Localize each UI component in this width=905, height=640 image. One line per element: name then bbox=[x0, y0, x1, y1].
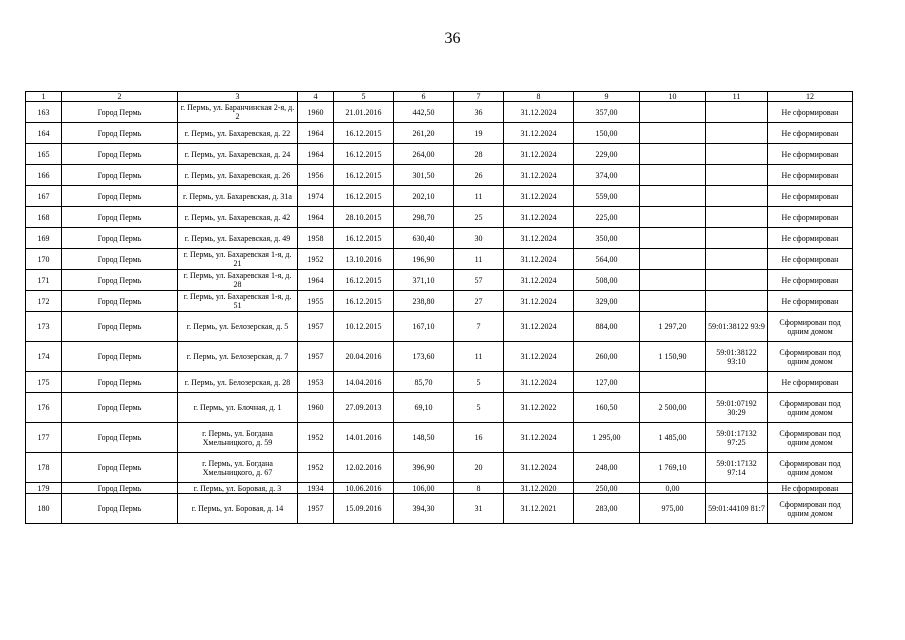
table-row bbox=[26, 123, 853, 144]
table-cell-col-12: Сформирован под одним домом bbox=[768, 393, 853, 423]
table-cell-col-7: 36 bbox=[454, 102, 504, 123]
table-cell-col-5: 12.02.2016 bbox=[334, 453, 394, 483]
table-cell-col-4: 1955 bbox=[298, 291, 334, 312]
table-cell-col-8: 31.12.2024 bbox=[504, 423, 574, 453]
table-cell-col-5: 16.12.2015 bbox=[334, 165, 394, 186]
table-cell-col-4: 1974 bbox=[298, 186, 334, 207]
table-cell-col-12: Не сформирован bbox=[768, 291, 853, 312]
table-cell-col-11: 59:01:44109 81:7 bbox=[706, 494, 768, 524]
table-cell-col-6: 202,10 bbox=[394, 186, 454, 207]
column-header-9: 9 bbox=[574, 92, 640, 102]
table-cell-col-1: 169 bbox=[26, 228, 62, 249]
table-cell-col-4: 1953 bbox=[298, 372, 334, 393]
table-cell-col-7: 5 bbox=[454, 372, 504, 393]
table-cell-col-1: 178 bbox=[26, 453, 62, 483]
table-cell-col-10 bbox=[640, 291, 706, 312]
table-row bbox=[26, 291, 853, 312]
table-cell-col-5: 28.10.2015 bbox=[334, 207, 394, 228]
table-cell-col-11: 59:01:07192 30:29 bbox=[706, 393, 768, 423]
table-cell-col-12: Сформирован под одним домом bbox=[768, 342, 853, 372]
table-cell-col-3: г. Пермь, ул. Бахаревская, д. 22 bbox=[178, 123, 298, 144]
table-row bbox=[26, 393, 853, 423]
table-cell-col-1: 171 bbox=[26, 270, 62, 291]
table-cell-col-4: 1960 bbox=[298, 102, 334, 123]
table-cell-col-12: Сформирован под одним домом bbox=[768, 453, 853, 483]
table-cell-col-4: 1952 bbox=[298, 453, 334, 483]
table-cell-col-11 bbox=[706, 228, 768, 249]
table-cell-col-7: 11 bbox=[454, 186, 504, 207]
table-cell-col-3: г. Пермь, ул. Бахаревская, д. 24 bbox=[178, 144, 298, 165]
table-cell-col-2: Город Пермь bbox=[62, 207, 178, 228]
table-cell-col-1: 170 bbox=[26, 249, 62, 270]
table-cell-col-5: 10.06.2016 bbox=[334, 483, 394, 494]
table-cell-col-2: Город Пермь bbox=[62, 249, 178, 270]
table-cell-col-11 bbox=[706, 372, 768, 393]
table-cell-col-9: 150,00 bbox=[574, 123, 640, 144]
table-cell-col-4: 1957 bbox=[298, 342, 334, 372]
table-cell-col-1: 174 bbox=[26, 342, 62, 372]
table-cell-col-9: 374,00 bbox=[574, 165, 640, 186]
table-cell-col-7: 8 bbox=[454, 483, 504, 494]
table-cell-col-10 bbox=[640, 186, 706, 207]
table-cell-col-3: г. Пермь, ул. Бахаревская 1-я, д. 51 bbox=[178, 291, 298, 312]
table-cell-col-1: 179 bbox=[26, 483, 62, 494]
table-cell-col-10: 1 769,10 bbox=[640, 453, 706, 483]
table-cell-col-3: г. Пермь, ул. Богдана Хмельницкого, д. 59 bbox=[178, 423, 298, 453]
table-cell-col-7: 31 bbox=[454, 494, 504, 524]
table-cell-col-4: 1952 bbox=[298, 249, 334, 270]
table-cell-col-7: 25 bbox=[454, 207, 504, 228]
table-cell-col-3: г. Пермь, ул. Боровая, д. 3 bbox=[178, 483, 298, 494]
table-cell-col-7: 27 bbox=[454, 291, 504, 312]
column-header-3: 3 bbox=[178, 92, 298, 102]
table-cell-col-7: 19 bbox=[454, 123, 504, 144]
table-cell-col-7: 20 bbox=[454, 453, 504, 483]
table-cell-col-9: 884,00 bbox=[574, 312, 640, 342]
table-cell-col-10 bbox=[640, 144, 706, 165]
table-cell-col-2: Город Пермь bbox=[62, 393, 178, 423]
table-cell-col-11 bbox=[706, 123, 768, 144]
table-cell-col-1: 163 bbox=[26, 102, 62, 123]
table-cell-col-4: 1957 bbox=[298, 312, 334, 342]
table-row bbox=[26, 102, 853, 123]
table-cell-col-6: 298,70 bbox=[394, 207, 454, 228]
table-cell-col-5: 16.12.2015 bbox=[334, 144, 394, 165]
table-cell-col-8: 31.12.2024 bbox=[504, 228, 574, 249]
table-cell-col-3: г. Пермь, ул. Бахаревская, д. 26 bbox=[178, 165, 298, 186]
table-cell-col-6: 264,00 bbox=[394, 144, 454, 165]
table-cell-col-1: 172 bbox=[26, 291, 62, 312]
column-header-4: 4 bbox=[298, 92, 334, 102]
table-cell-col-11 bbox=[706, 483, 768, 494]
table-cell-col-7: 5 bbox=[454, 393, 504, 423]
table-cell-col-11 bbox=[706, 207, 768, 228]
column-header-7: 7 bbox=[454, 92, 504, 102]
table-cell-col-12: Не сформирован bbox=[768, 165, 853, 186]
table-row bbox=[26, 249, 853, 270]
table-cell-col-6: 106,00 bbox=[394, 483, 454, 494]
table-cell-col-10 bbox=[640, 228, 706, 249]
table-cell-col-9: 260,00 bbox=[574, 342, 640, 372]
table-cell-col-9: 357,00 bbox=[574, 102, 640, 123]
table-cell-col-4: 1957 bbox=[298, 494, 334, 524]
registry-table bbox=[25, 91, 853, 524]
table-cell-col-5: 27.09.2013 bbox=[334, 393, 394, 423]
table-cell-col-10 bbox=[640, 372, 706, 393]
table-cell-col-1: 166 bbox=[26, 165, 62, 186]
table-cell-col-12: Сформирован под одним домом bbox=[768, 494, 853, 524]
table-cell-col-1: 168 bbox=[26, 207, 62, 228]
table-cell-col-8: 31.12.2024 bbox=[504, 372, 574, 393]
table-cell-col-11: 59:01:38122 93:9 bbox=[706, 312, 768, 342]
table-cell-col-8: 31.12.2024 bbox=[504, 102, 574, 123]
table-cell-col-7: 57 bbox=[454, 270, 504, 291]
table-cell-col-4: 1952 bbox=[298, 423, 334, 453]
table-cell-col-2: Город Пермь bbox=[62, 270, 178, 291]
table-row bbox=[26, 144, 853, 165]
table-cell-col-12: Не сформирован bbox=[768, 102, 853, 123]
table-row bbox=[26, 423, 853, 453]
table-cell-col-3: г. Пермь, ул. Боровая, д. 14 bbox=[178, 494, 298, 524]
table-cell-col-4: 1964 bbox=[298, 207, 334, 228]
table-cell-col-10 bbox=[640, 270, 706, 291]
table-cell-col-6: 69,10 bbox=[394, 393, 454, 423]
table-cell-col-3: г. Пермь, ул. Белозерская, д. 7 bbox=[178, 342, 298, 372]
table-cell-col-8: 31.12.2024 bbox=[504, 123, 574, 144]
table-cell-col-5: 20.04.2016 bbox=[334, 342, 394, 372]
table-row bbox=[26, 453, 853, 483]
table-cell-col-4: 1956 bbox=[298, 165, 334, 186]
table-cell-col-7: 30 bbox=[454, 228, 504, 249]
table-cell-col-4: 1960 bbox=[298, 393, 334, 423]
table-cell-col-3: г. Пермь, ул. Богдана Хмельницкого, д. 67 bbox=[178, 453, 298, 483]
table-cell-col-9: 508,00 bbox=[574, 270, 640, 291]
table-cell-col-3: г. Пермь, ул. Бахаревская, д. 31а bbox=[178, 186, 298, 207]
column-header-12: 12 bbox=[768, 92, 853, 102]
table-cell-col-10 bbox=[640, 207, 706, 228]
table-cell-col-8: 31.12.2024 bbox=[504, 453, 574, 483]
table-cell-col-8: 31.12.2024 bbox=[504, 207, 574, 228]
table-cell-col-12: Не сформирован bbox=[768, 270, 853, 291]
table-cell-col-5: 21.01.2016 bbox=[334, 102, 394, 123]
table-cell-col-2: Город Пермь bbox=[62, 312, 178, 342]
table-cell-col-12: Не сформирован bbox=[768, 483, 853, 494]
table-cell-col-8: 31.12.2024 bbox=[504, 342, 574, 372]
table-cell-col-4: 1964 bbox=[298, 270, 334, 291]
table-cell-col-1: 180 bbox=[26, 494, 62, 524]
table-cell-col-10 bbox=[640, 102, 706, 123]
table-row bbox=[26, 483, 853, 494]
table-cell-col-9: 160,50 bbox=[574, 393, 640, 423]
table-row bbox=[26, 270, 853, 291]
table-cell-col-10: 1 297,20 bbox=[640, 312, 706, 342]
table-row bbox=[26, 207, 853, 228]
table-cell-col-2: Город Пермь bbox=[62, 342, 178, 372]
table-cell-col-9: 225,00 bbox=[574, 207, 640, 228]
table-cell-col-2: Город Пермь bbox=[62, 228, 178, 249]
table-cell-col-3: г. Пермь, ул. Бахаревская, д. 42 bbox=[178, 207, 298, 228]
table-cell-col-11: 59:01:17132 97:25 bbox=[706, 423, 768, 453]
table-cell-col-12: Не сформирован bbox=[768, 144, 853, 165]
table-cell-col-10: 2 500,00 bbox=[640, 393, 706, 423]
table-cell-col-12: Сформирован под одним домом bbox=[768, 312, 853, 342]
table-cell-col-3: г. Пермь, ул. Блочная, д. 1 bbox=[178, 393, 298, 423]
table-cell-col-11 bbox=[706, 270, 768, 291]
table-cell-col-2: Город Пермь bbox=[62, 483, 178, 494]
table-cell-col-6: 261,20 bbox=[394, 123, 454, 144]
table-cell-col-7: 26 bbox=[454, 165, 504, 186]
table-row bbox=[26, 372, 853, 393]
table-cell-col-9: 248,00 bbox=[574, 453, 640, 483]
table-cell-col-3: г. Пермь, ул. Бахаревская 1-я, д. 21 bbox=[178, 249, 298, 270]
table-row bbox=[26, 342, 853, 372]
table-cell-col-5: 16.12.2015 bbox=[334, 291, 394, 312]
table-cell-col-5: 16.12.2015 bbox=[334, 270, 394, 291]
table-cell-col-2: Город Пермь bbox=[62, 186, 178, 207]
table-cell-col-5: 13.10.2016 bbox=[334, 249, 394, 270]
table-cell-col-1: 165 bbox=[26, 144, 62, 165]
table-cell-col-9: 559,00 bbox=[574, 186, 640, 207]
table-cell-col-5: 16.12.2015 bbox=[334, 228, 394, 249]
table-cell-col-12: Не сформирован bbox=[768, 123, 853, 144]
table-cell-col-6: 85,70 bbox=[394, 372, 454, 393]
table-cell-col-12: Не сформирован bbox=[768, 186, 853, 207]
table-cell-col-11 bbox=[706, 186, 768, 207]
table-cell-col-9: 350,00 bbox=[574, 228, 640, 249]
table-cell-col-8: 31.12.2024 bbox=[504, 186, 574, 207]
table-cell-col-10 bbox=[640, 249, 706, 270]
column-header-8: 8 bbox=[504, 92, 574, 102]
table-cell-col-9: 250,00 bbox=[574, 483, 640, 494]
table-cell-col-9: 329,00 bbox=[574, 291, 640, 312]
table-cell-col-9: 1 295,00 bbox=[574, 423, 640, 453]
table-cell-col-10: 975,00 bbox=[640, 494, 706, 524]
table-cell-col-8: 31.12.2021 bbox=[504, 494, 574, 524]
table-cell-col-10 bbox=[640, 123, 706, 144]
table-cell-col-11 bbox=[706, 144, 768, 165]
table-cell-col-2: Город Пермь bbox=[62, 372, 178, 393]
table-cell-col-6: 238,80 bbox=[394, 291, 454, 312]
column-header-10: 10 bbox=[640, 92, 706, 102]
table-cell-col-5: 16.12.2015 bbox=[334, 123, 394, 144]
table-cell-col-6: 396,90 bbox=[394, 453, 454, 483]
table-row bbox=[26, 494, 853, 524]
table-cell-col-11 bbox=[706, 249, 768, 270]
table-cell-col-12: Не сформирован bbox=[768, 228, 853, 249]
table-cell-col-2: Город Пермь bbox=[62, 165, 178, 186]
table-row bbox=[26, 228, 853, 249]
header-row bbox=[26, 92, 853, 102]
table-cell-col-6: 196,90 bbox=[394, 249, 454, 270]
table-cell-col-8: 31.12.2024 bbox=[504, 249, 574, 270]
table-cell-col-4: 1964 bbox=[298, 123, 334, 144]
table-cell-col-9: 564,00 bbox=[574, 249, 640, 270]
table-cell-col-12: Сформирован под одним домом bbox=[768, 423, 853, 453]
table-cell-col-2: Город Пермь bbox=[62, 494, 178, 524]
table-cell-col-7: 7 bbox=[454, 312, 504, 342]
column-header-5: 5 bbox=[334, 92, 394, 102]
table-cell-col-1: 175 bbox=[26, 372, 62, 393]
table-cell-col-9: 229,00 bbox=[574, 144, 640, 165]
table-row bbox=[26, 186, 853, 207]
table-cell-col-2: Город Пермь bbox=[62, 291, 178, 312]
table-cell-col-5: 14.01.2016 bbox=[334, 423, 394, 453]
table-cell-col-4: 1934 bbox=[298, 483, 334, 494]
table-cell-col-6: 301,50 bbox=[394, 165, 454, 186]
table-cell-col-8: 31.12.2024 bbox=[504, 270, 574, 291]
table-cell-col-6: 173,60 bbox=[394, 342, 454, 372]
table-cell-col-6: 148,50 bbox=[394, 423, 454, 453]
table-row bbox=[26, 165, 853, 186]
table-cell-col-9: 283,00 bbox=[574, 494, 640, 524]
table-cell-col-10: 1 485,00 bbox=[640, 423, 706, 453]
page-number: 36 bbox=[444, 30, 461, 47]
table-cell-col-10: 1 150,90 bbox=[640, 342, 706, 372]
table-cell-col-7: 11 bbox=[454, 249, 504, 270]
table-cell-col-8: 31.12.2022 bbox=[504, 393, 574, 423]
table-cell-col-6: 442,50 bbox=[394, 102, 454, 123]
table-cell-col-2: Город Пермь bbox=[62, 423, 178, 453]
table-cell-col-2: Город Пермь bbox=[62, 453, 178, 483]
table-cell-col-8: 31.12.2024 bbox=[504, 312, 574, 342]
table-cell-col-2: Город Пермь bbox=[62, 144, 178, 165]
table-cell-col-3: г. Пермь, ул. Белозерская, д. 28 bbox=[178, 372, 298, 393]
table-cell-col-6: 630,40 bbox=[394, 228, 454, 249]
table-cell-col-12: Не сформирован bbox=[768, 207, 853, 228]
table-cell-col-1: 177 bbox=[26, 423, 62, 453]
table-cell-col-1: 176 bbox=[26, 393, 62, 423]
table-cell-col-8: 31.12.2024 bbox=[504, 144, 574, 165]
table-cell-col-6: 394,30 bbox=[394, 494, 454, 524]
table-cell-col-4: 1958 bbox=[298, 228, 334, 249]
table-cell-col-7: 28 bbox=[454, 144, 504, 165]
table-cell-col-3: г. Пермь, ул. Баранчинская 2-я, д. 2 bbox=[178, 102, 298, 123]
column-header-6: 6 bbox=[394, 92, 454, 102]
table-cell-col-10: 0,00 bbox=[640, 483, 706, 494]
table-cell-col-6: 371,10 bbox=[394, 270, 454, 291]
table-cell-col-11 bbox=[706, 291, 768, 312]
table-cell-col-9: 127,00 bbox=[574, 372, 640, 393]
table-cell-col-2: Город Пермь bbox=[62, 123, 178, 144]
table-cell-col-11 bbox=[706, 165, 768, 186]
table-cell-col-7: 11 bbox=[454, 342, 504, 372]
table-cell-col-1: 164 bbox=[26, 123, 62, 144]
table-cell-col-3: г. Пермь, ул. Бахаревская 1-я, д. 28 bbox=[178, 270, 298, 291]
table-cell-col-8: 31.12.2020 bbox=[504, 483, 574, 494]
table-cell-col-10 bbox=[640, 165, 706, 186]
table-cell-col-11 bbox=[706, 102, 768, 123]
table-cell-col-3: г. Пермь, ул. Белозерская, д. 5 bbox=[178, 312, 298, 342]
table-cell-col-1: 167 bbox=[26, 186, 62, 207]
table-cell-col-4: 1964 bbox=[298, 144, 334, 165]
table-cell-col-5: 14.04.2016 bbox=[334, 372, 394, 393]
table-cell-col-5: 16.12.2015 bbox=[334, 186, 394, 207]
table-cell-col-5: 15.09.2016 bbox=[334, 494, 394, 524]
table-cell-col-8: 31.12.2024 bbox=[504, 291, 574, 312]
column-header-2: 2 bbox=[62, 92, 178, 102]
table-cell-col-11: 59:01:38122 93:10 bbox=[706, 342, 768, 372]
table-cell-col-12: Не сформирован bbox=[768, 249, 853, 270]
table-cell-col-3: г. Пермь, ул. Бахаревская, д. 49 bbox=[178, 228, 298, 249]
table-cell-col-7: 16 bbox=[454, 423, 504, 453]
table-cell-col-2: Город Пермь bbox=[62, 102, 178, 123]
table-cell-col-5: 10.12.2015 bbox=[334, 312, 394, 342]
table-cell-col-8: 31.12.2024 bbox=[504, 165, 574, 186]
column-header-1: 1 bbox=[26, 92, 62, 102]
table-cell-col-1: 173 bbox=[26, 312, 62, 342]
table-row bbox=[26, 312, 853, 342]
column-header-11: 11 bbox=[706, 92, 768, 102]
table-cell-col-6: 167,10 bbox=[394, 312, 454, 342]
table-cell-col-11: 59:01:17132 97:14 bbox=[706, 453, 768, 483]
table-cell-col-12: Не сформирован bbox=[768, 372, 853, 393]
